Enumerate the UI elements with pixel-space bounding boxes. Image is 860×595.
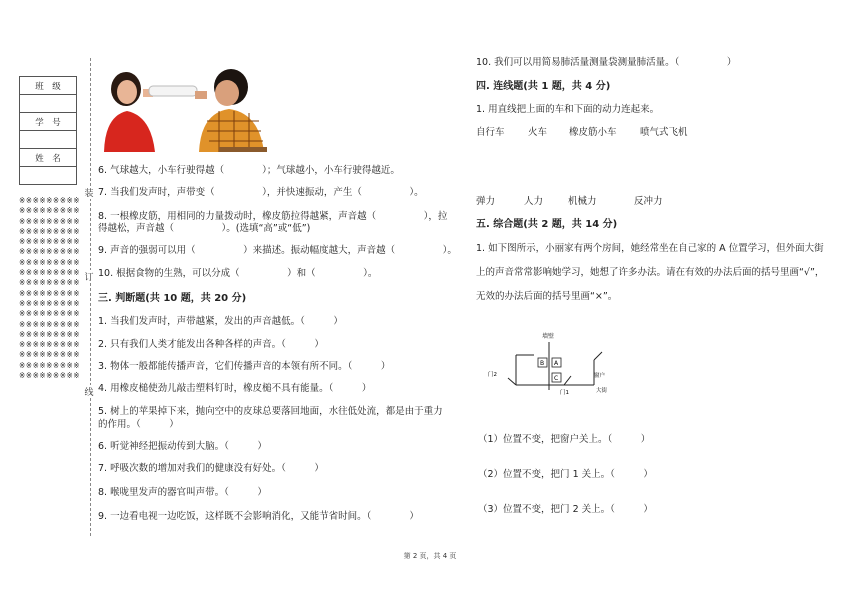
option-3: （3）位置不变，把门 2 关上。（ ）	[478, 504, 653, 515]
section-5-heading: 五. 综合题(共 2 题，共 14 分)	[476, 219, 618, 230]
question-8-line2: 得越松，声音越（ ）。(选填“高”或“低”)	[98, 223, 311, 234]
street-label: 大街	[596, 388, 608, 394]
room-diagram	[486, 330, 616, 402]
window-label: 窗户	[594, 373, 606, 379]
comprehensive-q1-line3: 无效的办法后面的括号里画“×”。	[476, 291, 618, 302]
name-label: 姓 名	[20, 149, 77, 167]
position-a: A	[554, 360, 559, 367]
judge-2: 2. 只有我们人类才能发出各种各样的声音。（ ）	[98, 339, 324, 350]
cut-label-xian: 线	[84, 385, 94, 398]
page-footer: 第 2 页，共 4 页	[403, 552, 457, 560]
question-9: 9. 声音的强弱可以用（ ）来描述。振动幅度越大，声音越（ ）。	[98, 245, 457, 256]
question-10: 10. 根据食物的生熟，可以分成（ ）和（ ）。	[98, 268, 378, 279]
comprehensive-q1-line2: 上的声音常常影响她学习，她想了许多办法。请在有效的办法后面的括号里画“√”，	[476, 267, 825, 278]
power-mechanical: 机械力	[568, 196, 597, 207]
binding-cut-line	[90, 58, 91, 536]
judge-10: 10. 我们可以用简易肺活量测量袋测量肺活量。（ ）	[476, 57, 737, 68]
power-human: 人力	[524, 196, 544, 207]
position-c: C	[554, 375, 559, 382]
door-2-label: 门2	[488, 372, 497, 378]
cut-label-ding: 订	[84, 270, 94, 283]
wall-label: 墙壁	[542, 333, 555, 340]
judge-3: 3. 物体一般都能传播声音，它们传播声音的本领有所不同。（ ）	[98, 361, 391, 372]
door-1-label: 门1	[560, 390, 569, 396]
matching-question: 1. 用直线把上面的车和下面的动力连起来。	[476, 104, 660, 115]
name-field[interactable]	[20, 167, 77, 185]
option-2: （2）位置不变，把门 1 关上。（ ）	[478, 469, 653, 480]
judge-8: 8. 喉咙里发声的器官叫声带。（ ）	[98, 487, 267, 498]
judge-6: 6. 听觉神经把振动传到大脑。（ ）	[98, 441, 267, 452]
children-paper-phone-photo	[99, 61, 267, 152]
vehicle-train: 火车	[528, 127, 548, 138]
seal-star-pattern: ※※※※※※※※※※※※※※※※※※※※※※※※※※※※※※※※※※※※※※※※※※※※※※※※※※※※※※※※※※※※※※※※※※※※※※※※※※※※※※※※※※※※※※※※※※※※※※※※※※※※※※※※※※※※※※※※※※※※※※※※※※※※※※※※※※※※※※※※※※※※※※※※※※※※※※※※※※※※※※※※※※	[19, 196, 81, 381]
section-4-heading: 四. 连线题(共 1 题，共 4 分)	[476, 81, 611, 92]
student-info-table	[19, 76, 77, 185]
class-field[interactable]	[20, 95, 77, 113]
vehicle-rubber-band-car: 橡皮筋小车	[569, 127, 617, 138]
number-field[interactable]	[20, 131, 77, 149]
judge-4: 4. 用橡皮槌使劲儿敲击塑料钉时，橡皮槌不具有能量。（ ）	[98, 383, 372, 394]
vehicle-bicycle: 自行车	[476, 127, 505, 138]
comprehensive-q1-line1: 1. 如下图所示，小丽家有两个房间，她经常坐在自己家的 A 位置学习，但外面大街	[476, 243, 824, 254]
cut-label-zhuang: 装	[84, 186, 94, 199]
judge-5-line2: 的作用。（ ）	[98, 419, 179, 430]
number-label: 学 号	[20, 113, 77, 131]
question-8-line1: 8. 一根橡皮筋，用相同的力量拨动时，橡皮筋拉得越紧，声音越（ ），拉	[98, 211, 448, 222]
power-elastic: 弹力	[476, 196, 496, 207]
judge-1: 1. 当我们发声时，声带越紧，发出的声音越低。（ ）	[98, 316, 343, 327]
judge-7: 7. 呼吸次数的增加对我们的健康没有好处。（ ）	[98, 463, 324, 474]
power-recoil: 反冲力	[634, 196, 663, 207]
question-7: 7. 当我们发声时，声带变（ ），并快速振动，产生（ ）。	[98, 187, 424, 198]
judge-5-line1: 5. 树上的苹果掉下来，抛向空中的皮球总要落回地面，水往低处流，都是由于重力	[98, 406, 443, 417]
vehicle-jet-plane: 喷气式飞机	[640, 127, 688, 138]
judge-9: 9. 一边看电视一边吃饭，这样既不会影响消化，又能节省时间。（ ）	[98, 511, 419, 522]
question-6: 6. 气球越大，小车行驶得越（ ）；气球越小，小车行驶得越近。	[98, 165, 400, 176]
section-3-heading: 三. 判断题(共 10 题，共 20 分)	[98, 293, 247, 304]
class-label: 班 级	[20, 77, 77, 95]
option-1: （1）位置不变，把窗户关上。（ ）	[478, 434, 651, 445]
position-b: B	[540, 360, 545, 367]
